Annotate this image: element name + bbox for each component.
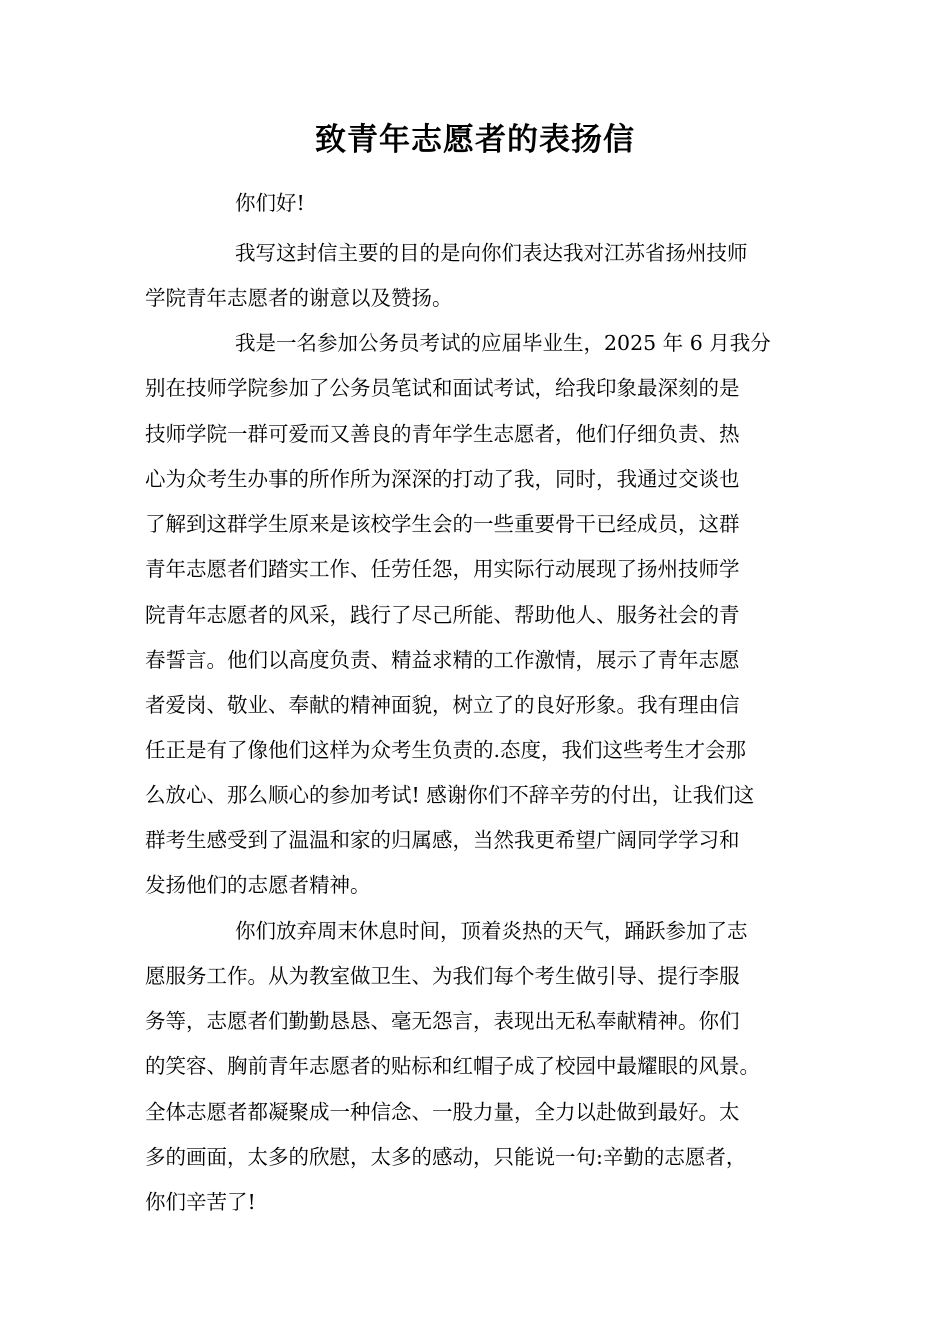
body-line: 群考生感受到了温温和家的归属感，当然我更希望广阔同学学习和	[145, 828, 740, 852]
body-line: 技师学院一群可爱而又善良的青年学生志愿者，他们仔细负责、热	[145, 422, 740, 446]
document-title: 致青年志愿者的表扬信	[315, 122, 635, 158]
body-line: 的笑容、胸前青年志愿者的贴标和红帽子成了校园中最耀眼的风景。	[145, 1054, 760, 1078]
body-line: 心为众考生办事的所作所为深深的打动了我，同时，我通过交谈也	[145, 467, 740, 491]
body-line: 学院青年志愿者的谢意以及赞扬。	[145, 286, 453, 310]
body-line: 者爱岗、敬业、奉献的精神面貌，树立了的良好形象。我有理由信	[145, 693, 740, 717]
body-line: 我是一名参加公务员考试的应届毕业生，2025 年 6 月我分	[235, 331, 771, 355]
body-line: 春誓言。他们以高度负责、精益求精的工作激情，展示了青年志愿	[145, 648, 740, 672]
body-line: 院青年志愿者的风采，践行了尽己所能、帮助他人、服务社会的青	[145, 603, 740, 627]
body-line: 我写这封信主要的目的是向你们表达我对江苏省扬州技师	[235, 241, 748, 265]
greeting-line: 你们好!	[235, 191, 305, 215]
body-line: 别在技师学院参加了公务员笔试和面试考试，给我印象最深刻的是	[145, 376, 740, 400]
body-line: 多的画面，太多的欣慰，太多的感动，只能说一句:辛勤的志愿者，	[145, 1145, 747, 1169]
body-line: 发扬他们的志愿者精神。	[145, 873, 371, 897]
body-line: 青年志愿者们踏实工作、任劳任怨，用实际行动展现了扬州技师学	[145, 557, 740, 581]
body-line: 全体志愿者都凝聚成一种信念、一股力量，全力以赴做到最好。太	[145, 1100, 740, 1124]
body-line: 了解到这群学生原来是该校学生会的一些重要骨干已经成员，这群	[145, 512, 740, 536]
body-line: 愿服务工作。从为教室做卫生、为我们每个考生做引导、提行李服	[145, 964, 740, 988]
body-line: 么放心、那么顺心的参加考试! 感谢你们不辞辛劳的付出，让我们这	[145, 783, 755, 807]
body-line: 任正是有了像他们这样为众考生负责的.态度，我们这些考生才会那	[145, 738, 747, 762]
closing-line: 你们辛苦了!	[145, 1190, 256, 1214]
body-line: 你们放弃周末休息时间，顶着炎热的天气，踊跃参加了志	[235, 919, 748, 943]
body-line: 务等，志愿者们勤勤恳恳、毫无怨言，表现出无私奉献精神。你们	[145, 1009, 740, 1033]
